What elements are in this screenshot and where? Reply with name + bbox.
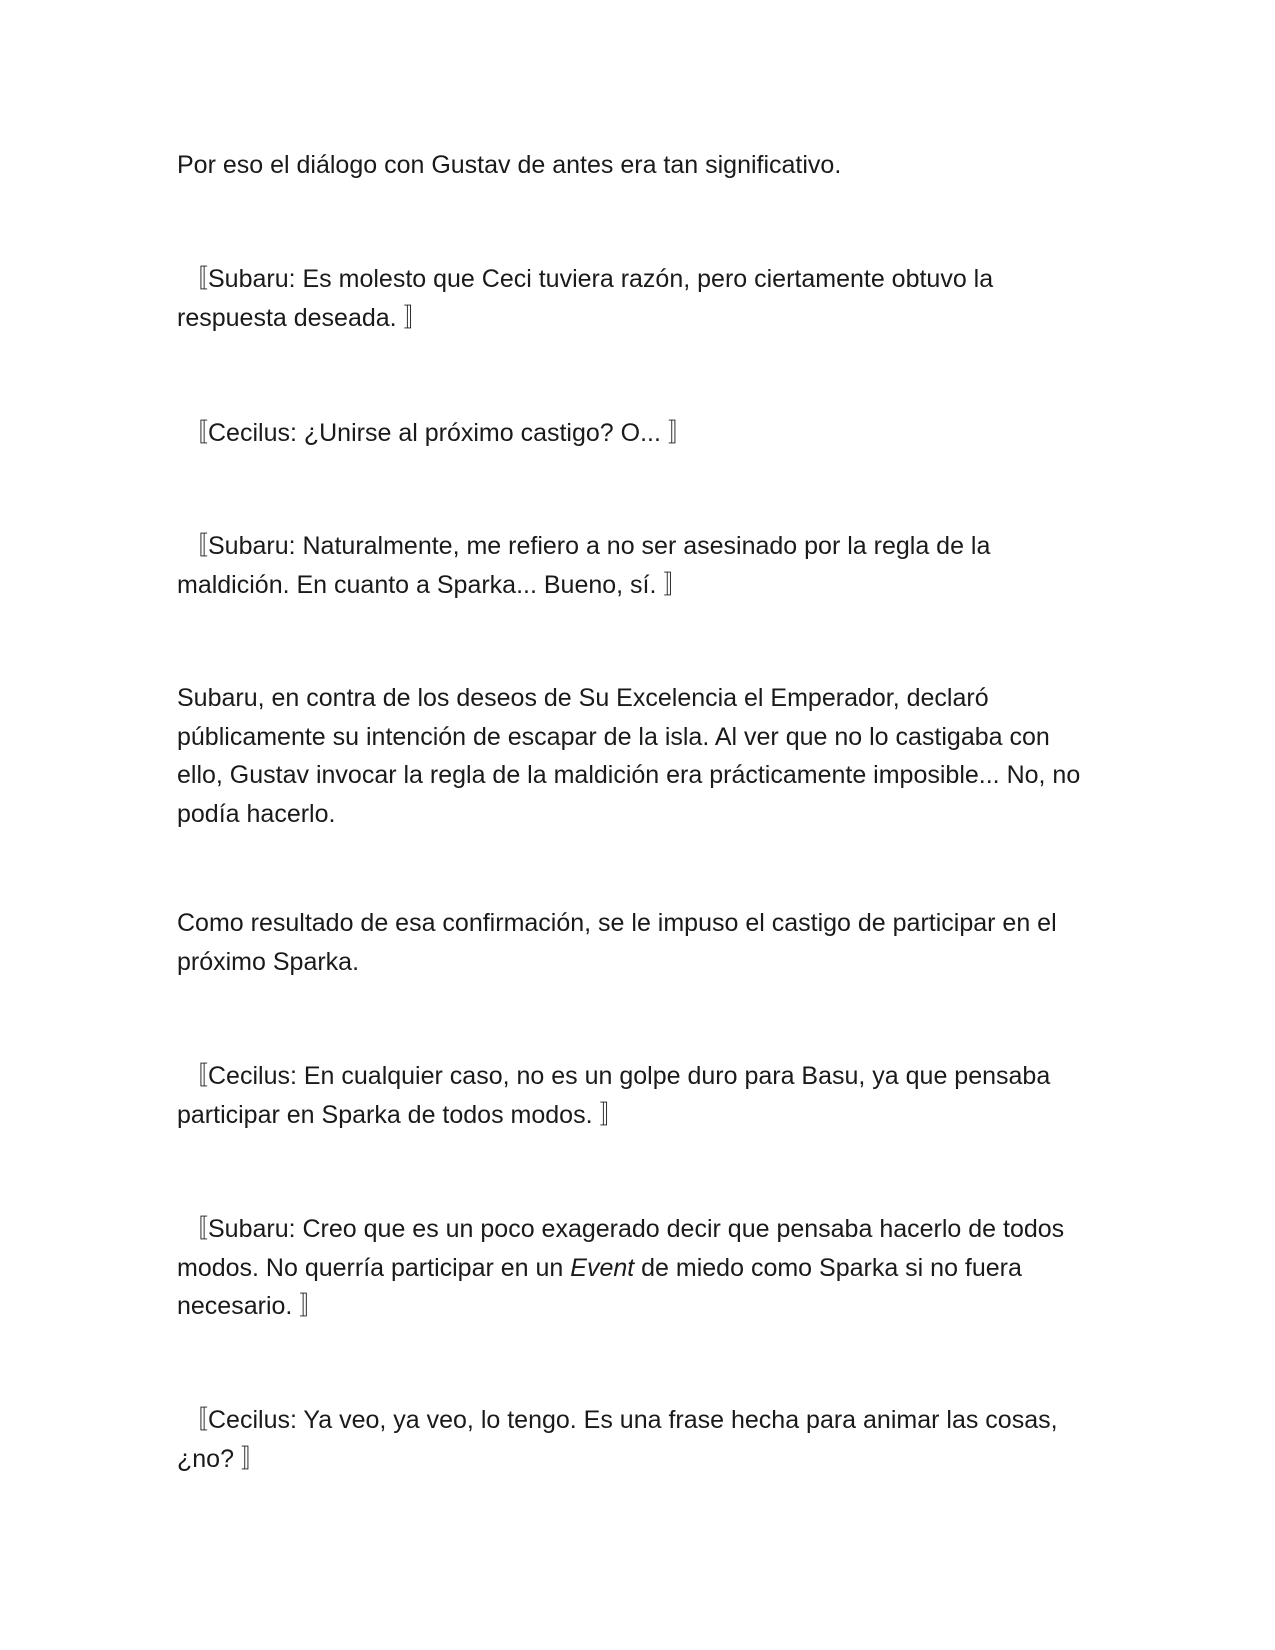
paragraph-narration: Por eso el diálogo con Gustav de antes era tan significativo. [177, 151, 842, 179]
paragraph-dialogue-subaru: 〚Subaru: Es molesto que Ceci tuviera razón, pero ciertamente obtuvo la respuesta deseada. 〛 [177, 265, 994, 332]
italic-word: Event [570, 1253, 635, 1282]
paragraph-dialogue-cecilus: 〚Cecilus: Ya veo, ya veo, lo tengo. Es una frase hecha para animar las cosas, ¿no? 〛 [177, 1406, 1058, 1473]
paragraph-text-before: 〚Subaru: Creo que es un poco exagerado decir que pensaba hacerlo de todos modos. No querría participar en un [177, 1215, 1065, 1282]
paragraph-dialogue-subaru: 〚Subaru: Naturalmente, me refiero a no ser asesinado por la regla de la maldición. En cuanto a Sparka... Bueno, sí. 〛 [177, 532, 991, 599]
paragraph-dialogue-cecilus: 〚Cecilus: ¿Unirse al próximo castigo? O... 〛 [183, 419, 693, 447]
paragraph-narration: Como resultado de esa confirmación, se le impuso el castigo de participar en el próximo Sparka. [177, 909, 1057, 976]
paragraph-text-after: de miedo como Sparka si no fuera necesario. 〛 [177, 1253, 1022, 1320]
paragraph-dialogue-cecilus: 〚Cecilus: En cualquier caso, no es un golpe duro para Basu, ya que pensaba participar en Sparka de todos modos. 〛 [177, 1062, 1051, 1129]
paragraph-dialogue-subaru [177, 1210, 1097, 1326]
paragraph-narration: Subaru, en contra de los deseos de Su Excelencia el Emperador, declaró públicamente su intención de escapar de la isla. Al ver que no lo castigaba con ello, Gustav invocar la regla de la maldición era prácticamente imposible... No, no podía hacerlo. [177, 684, 1081, 828]
